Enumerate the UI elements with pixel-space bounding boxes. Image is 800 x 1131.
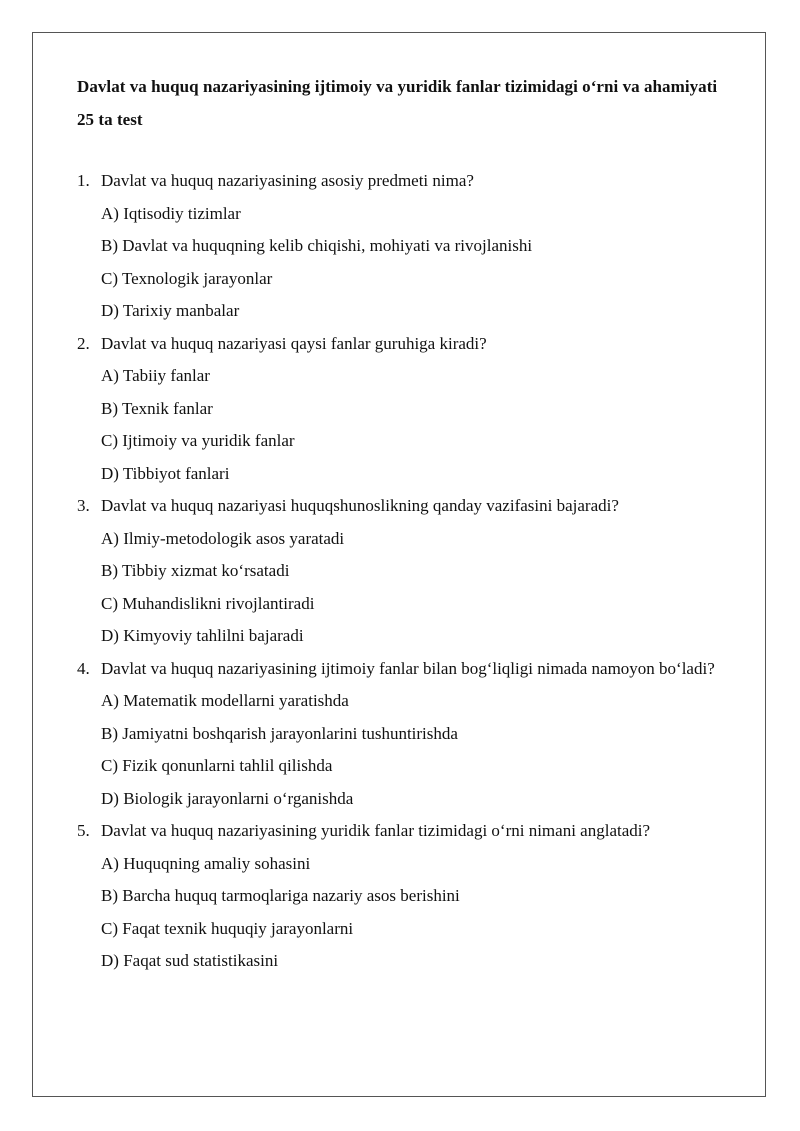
option-c: C) Texnologik jarayonlar (101, 268, 273, 288)
question-text: Davlat va huquq nazariyasining yuridik fanlar tizimidagi o‘rni nimani anglatadi? (101, 821, 651, 840)
answer-options (77, 360, 727, 490)
document-title: Davlat va huquq nazariyasining ijtimoiy va yuridik fanlar tizimidagi o‘rni va ahamiyati 25 ta test (77, 77, 718, 129)
question-number: 4. (77, 658, 90, 678)
option-b: B) Davlat va huquqning kelib chiqishi, mohiyati va rivojlanishi (101, 236, 533, 255)
option-d: D) Faqat sud statistikasini (101, 951, 279, 970)
option-c: C) Faqat texnik huquqiy jarayonlarni (101, 918, 354, 938)
question-text: Davlat va huquq nazariyasi qaysi fanlar guruhiga kiradi? (101, 333, 487, 353)
option-b: B) Barcha huquq tarmoqlariga nazariy asos berishini (101, 886, 460, 905)
option-b: B) Tibbiy xizmat ko‘rsatadi (101, 561, 290, 580)
option-c: C) Fizik qonunlarni tahlil qilishda (101, 756, 333, 775)
option-a: A) Matematik modellarni yaratishda (101, 691, 349, 710)
answer-options (77, 198, 727, 328)
question-row (77, 815, 727, 848)
answer-options (77, 523, 727, 653)
option-d: D) Tarixiy manbalar (101, 301, 240, 320)
question-row (77, 490, 727, 523)
option-c: C) Ijtimoiy va yuridik fanlar (101, 431, 295, 450)
option-b: B) Texnik fanlar (101, 398, 213, 418)
question-text: Davlat va huquq nazariyasining asosiy predmeti nima? (101, 171, 474, 190)
question-number: 1. (77, 171, 90, 190)
question-row (77, 328, 727, 361)
option-a: A) Tabiiy fanlar (101, 366, 210, 385)
option-a: A) Ilmiy-metodologik asos yaratadi (101, 528, 345, 548)
question-row (77, 165, 727, 198)
option-d: D) Tibbiyot fanlari (101, 463, 230, 483)
question-item-1 (77, 165, 727, 328)
question-row (77, 653, 727, 686)
question-number: 5. (77, 821, 90, 840)
question-text: Davlat va huquq nazariyasi huquqshunoslikning qanday vazifasini bajaradi? (101, 496, 619, 515)
question-item-2 (77, 328, 727, 491)
question-text: Davlat va huquq nazariyasining ijtimoiy fanlar bilan bog‘liqligi nimada namoyon bo‘ladi? (101, 658, 715, 678)
question-number: 3. (77, 496, 90, 515)
option-a: A) Iqtisodiy tizimlar (101, 203, 241, 223)
answer-options (77, 685, 727, 815)
question-item-3 (77, 490, 727, 653)
question-item-4 (77, 653, 727, 816)
option-d: D) Kimyoviy tahlilni bajaradi (101, 626, 304, 645)
answer-options (77, 848, 727, 978)
question-item-5 (77, 815, 727, 978)
option-d: D) Biologik jarayonlarni o‘rganishda (101, 788, 354, 808)
option-b: B) Jamiyatni boshqarish jarayonlarini tushuntirishda (101, 723, 458, 743)
question-list (77, 165, 727, 978)
option-c: C) Muhandislikni rivojlantiradi (101, 593, 315, 613)
question-number: 2. (77, 333, 90, 353)
option-a: A) Huquqning amaliy sohasini (101, 853, 311, 873)
